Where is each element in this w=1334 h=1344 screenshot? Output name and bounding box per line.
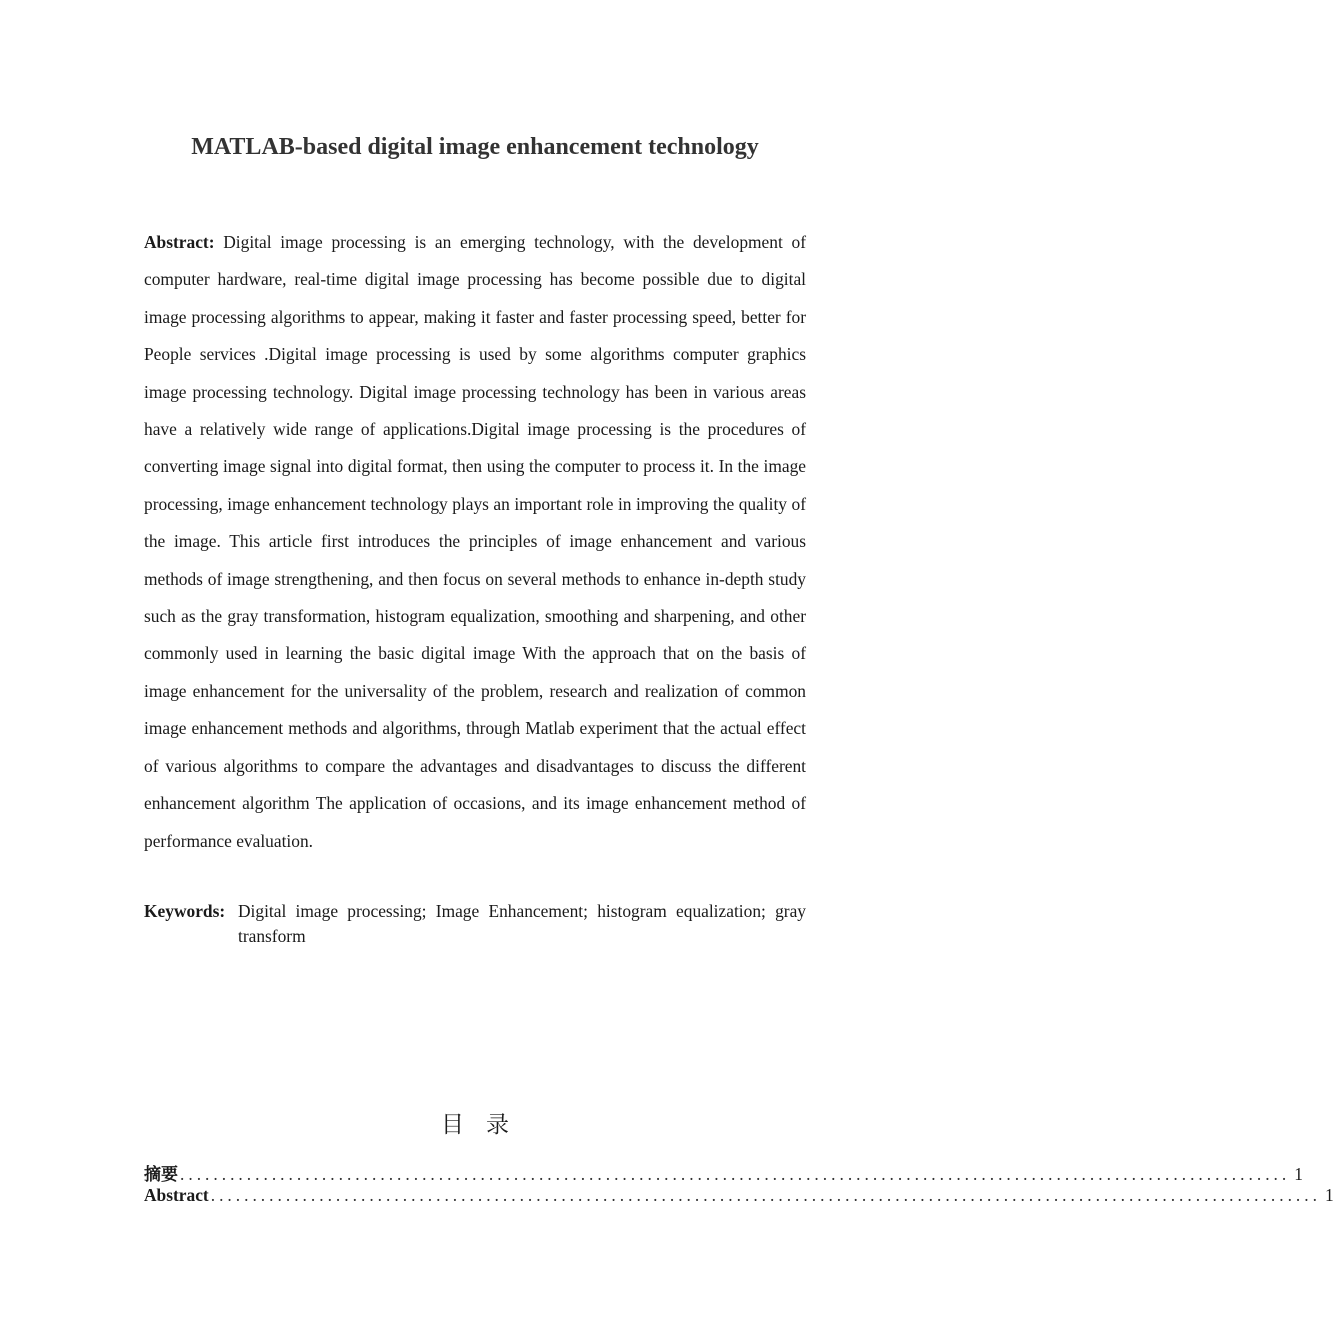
toc-heading: 目录 [441,1112,531,1138]
abstract-text: Digital image processing is an emerging technology, with the development of computer hardware, real-time digital image processing has become possible due to digital image processing algorithms to appear, making it faster and faster processing speed, better for People services .Digital image processing is used by some algorithms computer graphics image processing technology. Digital image processing technology has been in various areas have a relatively wide range of applications.Digital image processing is the procedures of converting image signal into digital format, then using the computer to process it. In the image processing, image enhancement technology plays an important role in improving the quality of the image. This article first introduces the principles of image enhancement and various methods of image strengthening, and then focus on several methods to enhance in-depth study such as the gray transformation, histogram equalization, smoothing and sharpening, and other commonly used in learning the basic digital image With the approach that on the basis of image enhancement for the universality of the problem, research and realization of common image enhancement methods and algorithms, through Matlab experiment that the actual effect of various algorithms to compare the advantages and disadvantages to discuss the different enhancement algorithm The application of occasions, and its image enhancement method of performance evaluation. [144,232,806,851]
keywords-label: Keywords: [144,901,226,921]
toc-entry[interactable] [144,1185,1334,1210]
abstract-paragraph [144,224,806,860]
keywords-text: Digital image processing; Image Enhancement; histogram equalization; gray transform [238,901,806,946]
toc-leader-dots: ..................................................................................................................................... [180,1164,1291,1184]
toc-entry-page: 1 [1324,1185,1334,1205]
toc-entry-label: Abstract [144,1185,209,1205]
abstract-label: Abstract: [144,232,215,252]
toc-entry-label: 摘要 [144,1165,178,1185]
paper-title: MATLAB-based digital image enhancement technology [191,134,759,160]
toc-leader-dots: ..................................................................................................................................... [210,1185,1321,1205]
toc-entry[interactable] [144,1160,1303,1185]
toc-entry-page: 1 [1294,1164,1303,1184]
table-of-contents [144,1160,1334,1210]
keywords-block [144,899,806,949]
